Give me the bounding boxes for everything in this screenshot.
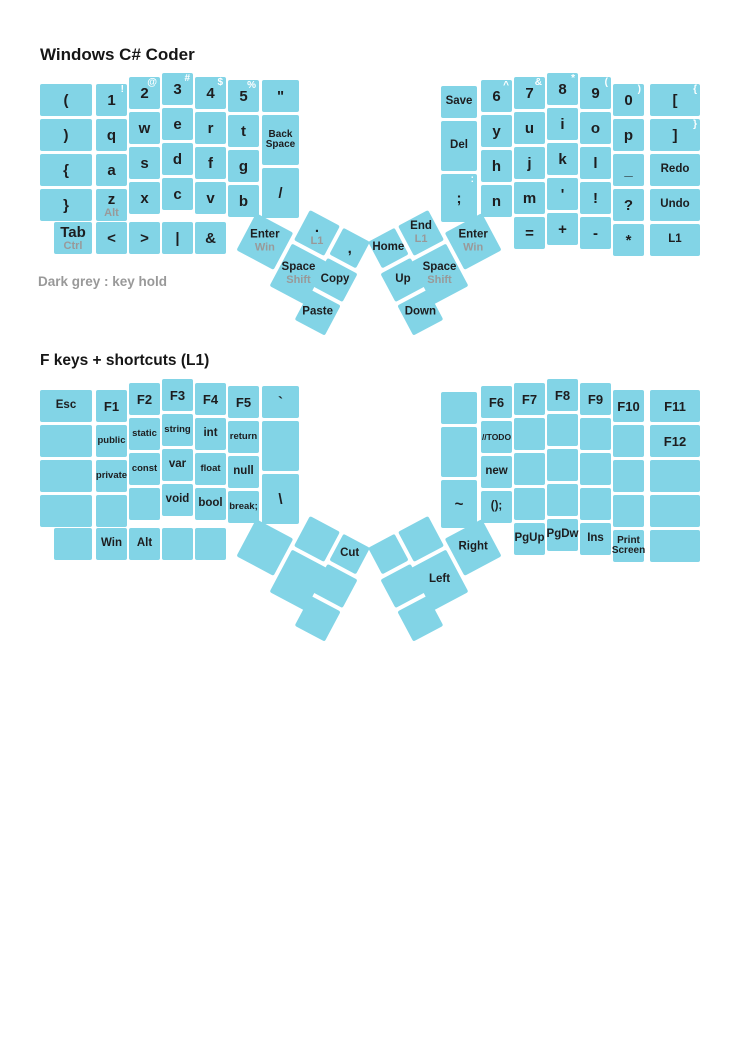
key-hold-label: L1 [310, 234, 324, 247]
key-blank [195, 528, 226, 560]
key-tap-label: o [590, 119, 601, 137]
key-blank [650, 530, 700, 562]
key-return [228, 421, 259, 453]
key-tap-label: k [558, 150, 567, 168]
key-esc [40, 390, 92, 422]
key-tap-label: r [207, 119, 214, 137]
key-tap-label: b [238, 192, 249, 210]
key-break [228, 491, 259, 523]
key-tap-label: ! [593, 189, 598, 207]
key-hold-label: Alt [104, 206, 119, 219]
key-pgup [514, 523, 545, 555]
key-tap-label: Del [450, 139, 468, 152]
key-tap-label: l [593, 154, 598, 172]
key-tap-label: ` [278, 393, 283, 411]
key-tap-label: PgDw [546, 528, 579, 541]
key-tap-label: (); [490, 500, 503, 513]
key-tap-label: y [492, 122, 501, 140]
key-f10 [613, 390, 644, 422]
key-tap-label: & [205, 229, 216, 247]
key-shift-label: % [247, 80, 256, 91]
key-blank [650, 495, 700, 527]
key-tap-label: Ins [587, 532, 604, 545]
key-shift-label: * [571, 73, 575, 84]
key-tap-label: z [107, 190, 116, 208]
key-tap-label: string [164, 424, 191, 436]
key-tap-label: [ [672, 91, 678, 109]
key-blank [40, 495, 92, 527]
key-blank [613, 425, 644, 457]
key-tap-label: Paste [302, 305, 333, 318]
key-f4 [195, 383, 226, 415]
key-tap-label: ) [63, 126, 69, 144]
key-tap-label: private [95, 470, 128, 482]
key-todo [481, 421, 512, 453]
key-f8 [547, 379, 578, 411]
key-symbol [262, 386, 299, 418]
key-f7 [514, 383, 545, 415]
key-alt [129, 528, 160, 560]
key-shift-label: $ [217, 77, 223, 88]
key-symbol [481, 491, 512, 523]
key-tap-label: Back Space [265, 128, 296, 150]
key-tap-label: > [140, 229, 149, 247]
key-tap-label: Win [101, 537, 122, 550]
key-tap-label: F7 [521, 391, 538, 407]
key-blank [96, 495, 127, 527]
key-tap-label: 3 [173, 80, 182, 98]
key-tap-label: ' [560, 185, 565, 203]
key-tap-label: Enter [250, 228, 280, 241]
key-tap-label: F4 [202, 391, 219, 407]
key-tap-label: Cut [340, 547, 360, 560]
key-tap-label: static [132, 428, 157, 440]
key-int [195, 418, 226, 450]
key-tap-label: \ [278, 490, 283, 508]
key-hold-label: Win [463, 241, 484, 254]
key-tap-label: 0 [624, 91, 633, 109]
key-tap-label: , [347, 239, 352, 257]
key-tap-label: Down [404, 305, 437, 318]
key-tap-label: Enter [458, 228, 488, 241]
key-blank [650, 460, 700, 492]
key-tap-label: ~ [454, 495, 464, 513]
key-f3 [162, 379, 193, 411]
key-tap-label: 5 [239, 87, 248, 105]
key-ins [580, 523, 611, 555]
key-shift-label: ! [120, 84, 124, 95]
key-shift-label: } [693, 119, 697, 130]
key-tap-label: ( [63, 91, 69, 109]
key-tap-label: - [593, 224, 598, 242]
key-tap-label: Tab [60, 223, 86, 241]
key-hold-label: Shift [427, 273, 452, 286]
key-tap-label: void [165, 493, 190, 506]
key-blank [580, 418, 611, 450]
key-static [129, 418, 160, 450]
key-tap-label: Esc [55, 399, 77, 412]
key-tap-label: t [241, 122, 246, 140]
key-tap-label: n [491, 192, 502, 210]
key-tap-label: a [107, 161, 116, 179]
key-new [481, 456, 512, 488]
l1-layer-title: F keys + shortcuts (L1) [40, 352, 210, 369]
key-hold-label: Ctrl [63, 239, 83, 252]
key-tap-label: 9 [591, 84, 600, 102]
key-blank [40, 460, 92, 492]
key-tap-label: Undo [660, 198, 690, 211]
key-tap-label: " [276, 87, 285, 105]
key-tap-label: Left [428, 573, 451, 586]
key-tap-label: / [278, 184, 283, 202]
key-blank [54, 528, 92, 560]
key-tap-label: return [229, 431, 258, 443]
key-tap-label: End [410, 220, 432, 233]
key-tap-label: ; [456, 189, 462, 207]
key-tap-label: m [522, 189, 537, 207]
key-tap-label: Home [372, 241, 405, 254]
key-tap-label: Save [445, 95, 473, 108]
legend-note: Dark grey : key hold [38, 274, 168, 289]
key-tap-label: | [175, 229, 180, 247]
key-tap-label: 8 [558, 80, 567, 98]
key-tap-label: ? [623, 196, 634, 214]
key-tap-label: Space [422, 261, 457, 274]
key-blank [547, 484, 578, 516]
key-tap-label: g [238, 157, 249, 175]
key-tap-label: 2 [140, 84, 149, 102]
key-blank [129, 488, 160, 520]
key-tap-label: new [485, 465, 508, 478]
key-tap-label: Redo [660, 163, 690, 176]
key-tap-label: const [131, 463, 158, 475]
key-blank [514, 453, 545, 485]
key-blank [580, 453, 611, 485]
key-tap-label: F10 [617, 398, 640, 414]
key-tap-label: Up [395, 273, 411, 286]
key-tap-label: bool [198, 497, 223, 510]
key-tap-label: 7 [525, 84, 534, 102]
key-tap-label: L1 [668, 233, 682, 246]
key-tap-label: w [138, 119, 151, 137]
key-f5 [228, 386, 259, 418]
key-win [96, 528, 127, 560]
key-tap-label: * [625, 231, 632, 249]
key-string [162, 414, 193, 446]
key-const [129, 453, 160, 485]
key-tap-label: e [173, 115, 182, 133]
key-hold-label: Shift [286, 273, 311, 286]
key-tap-label: p [623, 126, 634, 144]
key-tap-label: public [97, 435, 126, 447]
key-blank [295, 596, 341, 642]
key-tap-label: F11 [664, 398, 686, 414]
key-tap-label: = [525, 224, 534, 242]
key-bool [195, 488, 226, 520]
key-tap-label: F5 [235, 394, 252, 410]
key-shift-label: ( [604, 77, 608, 88]
key-blank [441, 392, 477, 424]
key-tap-label: F12 [663, 433, 687, 449]
key-f9 [580, 383, 611, 415]
key-blank [514, 488, 545, 520]
key-f2 [129, 383, 160, 415]
key-blank [613, 495, 644, 527]
key-shift-label: { [693, 84, 697, 95]
key-blank [162, 528, 193, 560]
key-tap-label: Alt [136, 537, 153, 550]
key-tap-label: v [206, 189, 215, 207]
key-tap-label: } [63, 196, 69, 214]
key-null [228, 456, 259, 488]
key-f6 [481, 386, 512, 418]
key-float [195, 453, 226, 485]
key-void [162, 484, 193, 516]
key-pgdw [547, 519, 578, 551]
base-layer-title: Windows C# Coder [40, 45, 195, 64]
key-f1 [96, 390, 127, 422]
key-tap-label: Copy [320, 273, 350, 286]
key-tap-label: i [560, 115, 565, 133]
key-shift-label: ^ [503, 80, 509, 91]
key-tap-label: u [524, 119, 535, 137]
key-tap-label: break; [229, 501, 258, 513]
key-tap-label: PgUp [514, 532, 545, 545]
key-tap-label: Right [458, 540, 488, 553]
key-hold-label: L1 [414, 232, 428, 245]
key-tap-label: f [208, 154, 213, 172]
key-tap-label: 6 [492, 87, 501, 105]
key-tap-label: . [314, 218, 320, 236]
key-tap-label: 4 [206, 84, 215, 102]
key-tap-label: 1 [107, 91, 116, 109]
key-f12 [650, 425, 700, 457]
key-tap-label: d [172, 150, 183, 168]
key-shift-label: @ [147, 77, 157, 88]
key-tap-label: F8 [554, 387, 571, 403]
key-public [96, 425, 127, 457]
key-tap-label: + [558, 220, 567, 238]
key-hold-label: Win [254, 241, 275, 254]
key-printscreen [613, 530, 644, 562]
key-shift-label: & [534, 77, 542, 88]
key-tap-label: s [140, 154, 149, 172]
key-tap-label: { [63, 161, 69, 179]
key-blank [547, 414, 578, 446]
key-tap-label: null [233, 465, 254, 478]
key-tap-label: h [491, 157, 502, 175]
key-tap-label: int [203, 427, 218, 440]
key-tap-label: _ [624, 161, 633, 179]
key-blank [514, 418, 545, 450]
key-blank [547, 449, 578, 481]
key-shift-label: ) [637, 84, 641, 95]
key-tap-label: F3 [169, 387, 186, 403]
key-blank [441, 427, 477, 477]
key-tap-label: q [106, 126, 117, 144]
key-tap-label: < [107, 229, 116, 247]
key-var [162, 449, 193, 481]
key-blank [262, 421, 299, 471]
key-blank [397, 596, 443, 642]
key-f11 [650, 390, 700, 422]
key-blank [613, 460, 644, 492]
key-blank [40, 425, 92, 457]
key-tap-label: x [140, 189, 149, 207]
key-private [96, 460, 127, 492]
key-tap-label: float [200, 463, 221, 475]
key-tap-label: var [168, 458, 187, 471]
key-tap-label: Print Screen [611, 534, 646, 556]
key-tap-label: F1 [103, 398, 120, 414]
key-tap-label: Space [281, 261, 316, 274]
key-tap-label: j [527, 154, 532, 172]
key-tap-label: ] [672, 126, 678, 144]
key-shift-label: : [470, 174, 474, 185]
key-tap-label: F9 [587, 391, 604, 407]
key-tap-label: //TODO [481, 431, 512, 442]
key-shift-label: # [184, 73, 190, 84]
key-tap-label: c [173, 185, 182, 203]
key-tap-label: F6 [488, 394, 505, 410]
key-tap-label: F2 [136, 391, 153, 407]
key-blank [580, 488, 611, 520]
